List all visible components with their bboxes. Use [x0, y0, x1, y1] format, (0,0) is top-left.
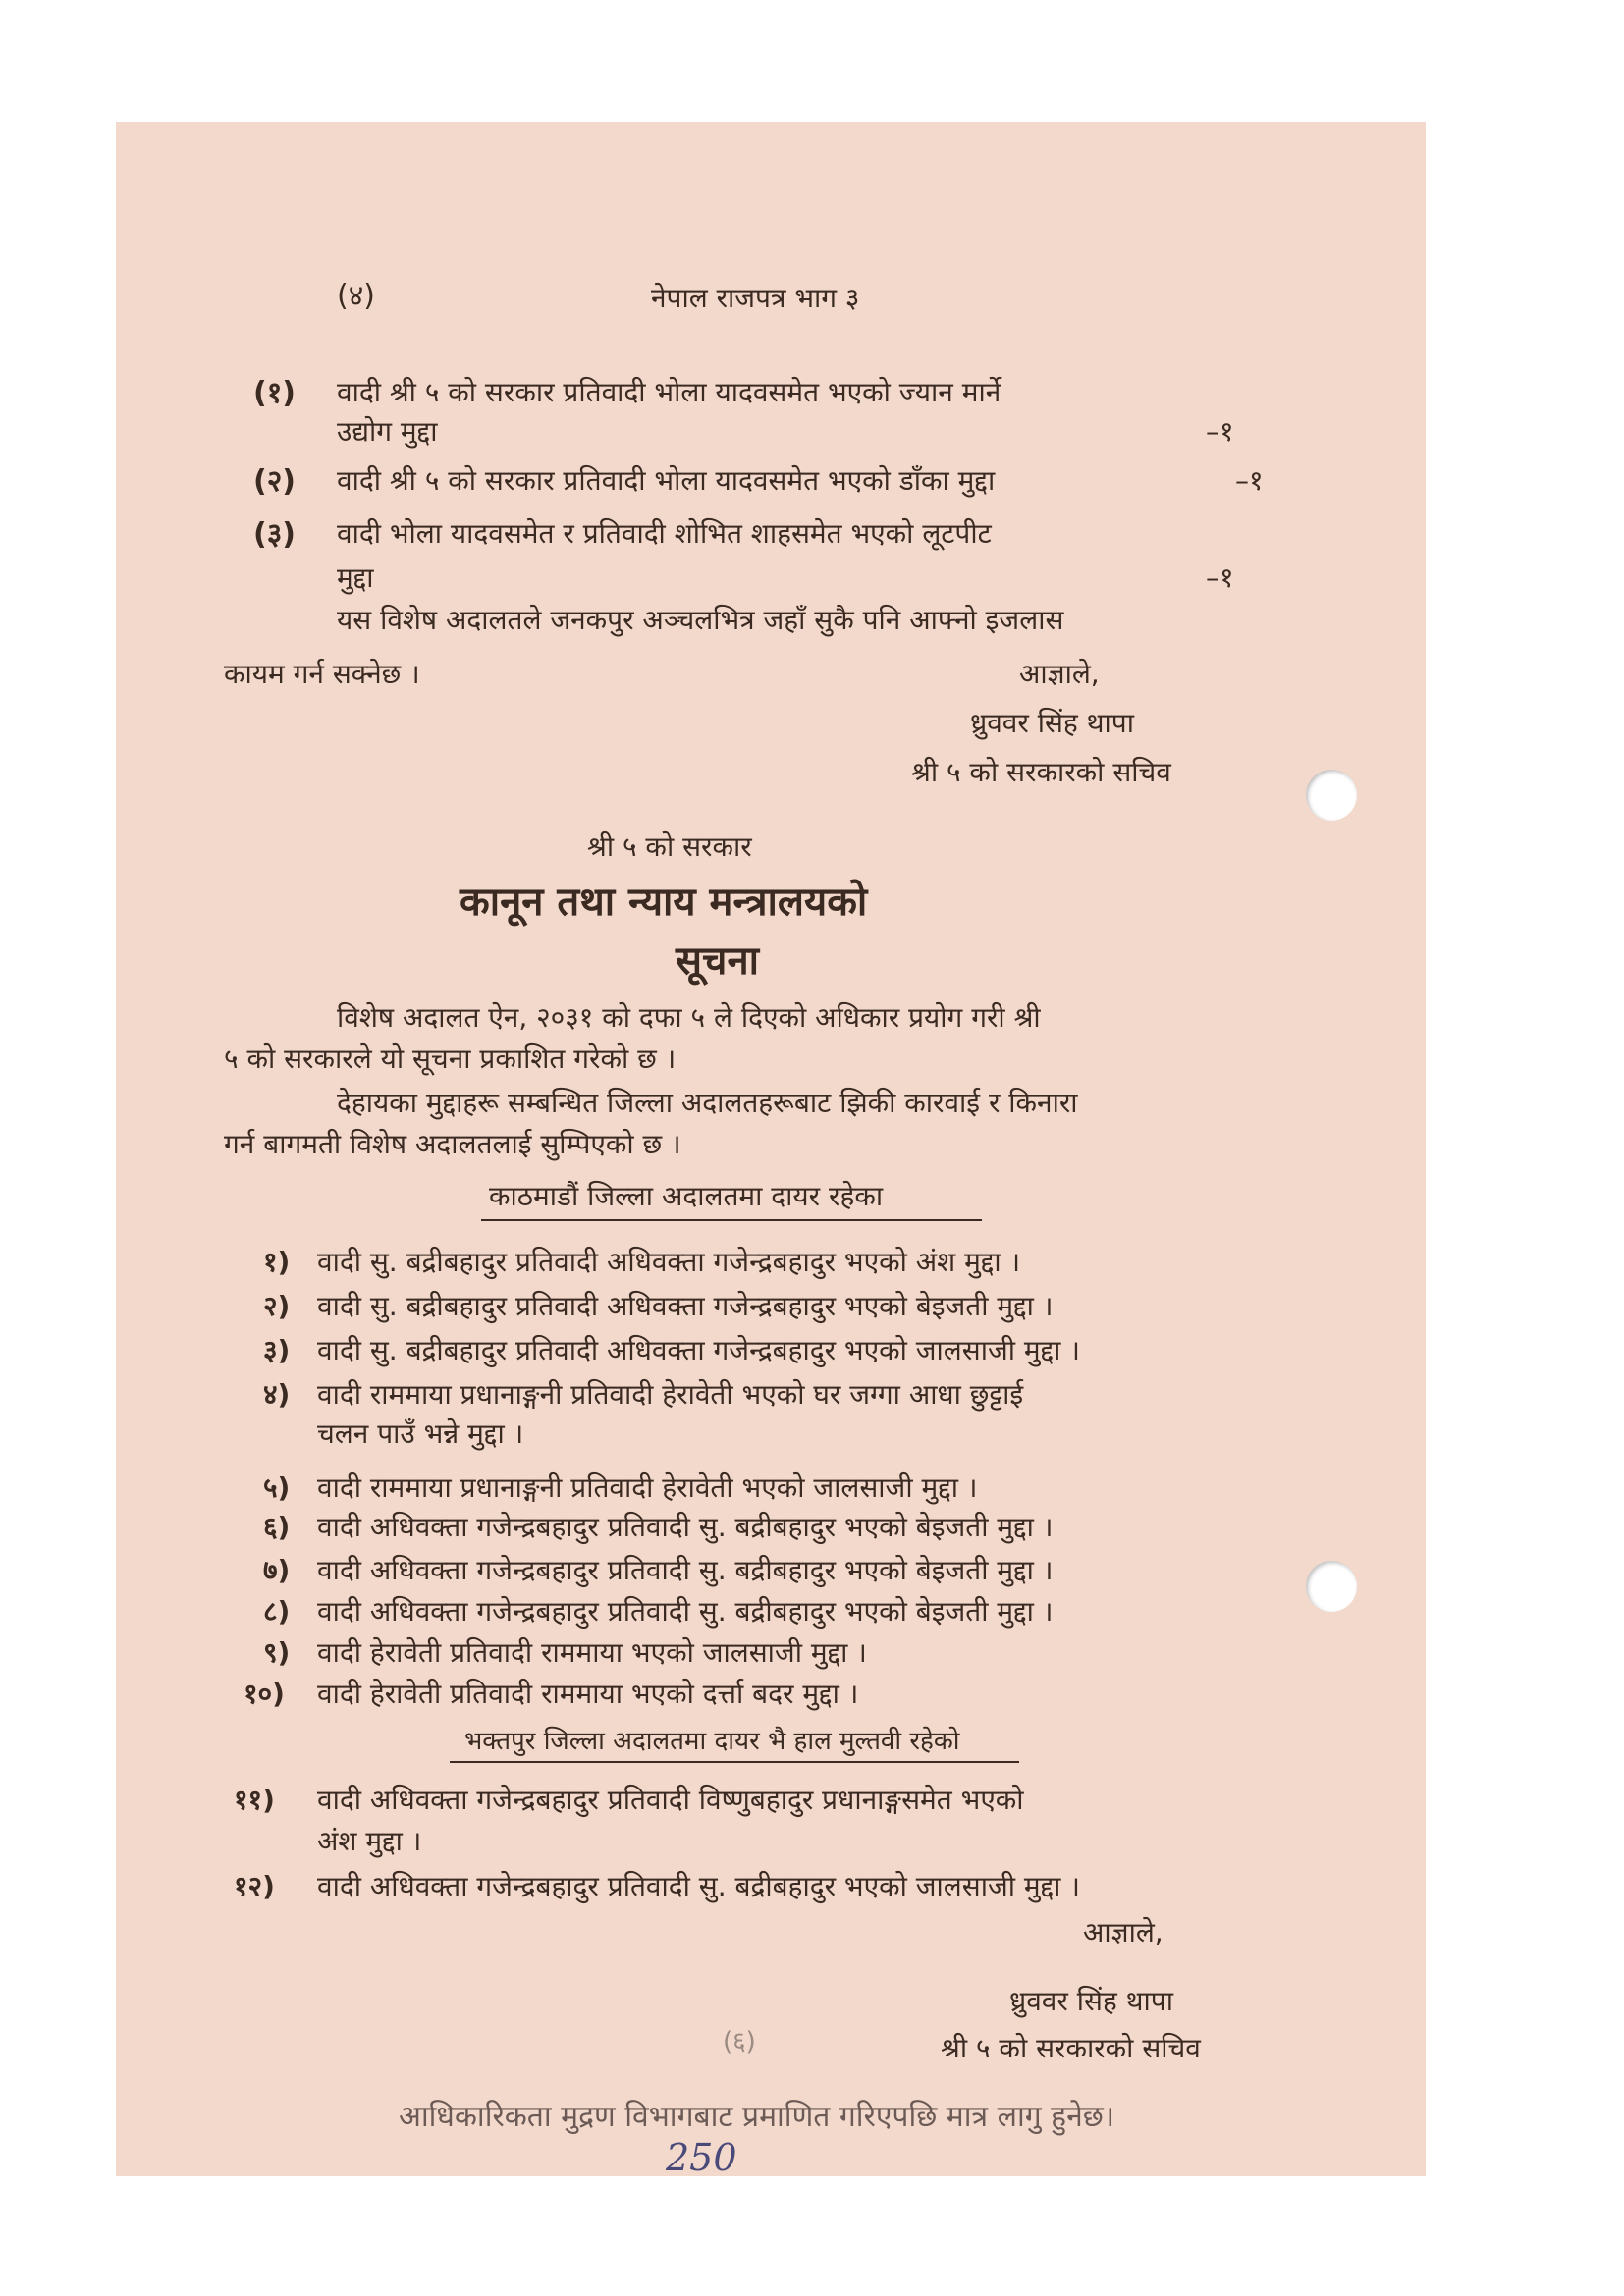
punch-hole [1306, 770, 1357, 821]
signature-name: ध्रुववर सिंह थापा [970, 707, 1134, 739]
case-text: वादी अधिवक्ता गजेन्द्रबहादुर प्रतिवादी सु. बद्रीबहादुर भएको बेइजती मुद्दा । [317, 1554, 1054, 1586]
notice-heading: सूचना [676, 938, 759, 984]
punch-hole [1306, 1561, 1357, 1612]
case-number: १२) [234, 1870, 275, 1902]
paragraph-line: कायम गर्न सक्नेछ । [224, 658, 420, 690]
case-text: वादी हेरावेती प्रतिवादी राममाया भएको जालसाजी मुद्दा । [317, 1636, 867, 1669]
paragraph-line: विशेष अदालत ऐन, २०३१ को दफा ५ ले दिएको अधिकार प्रयोग गरी श्री [337, 1001, 1041, 1034]
case-text: वादी अधिवक्ता गजेन्द्रबहादुर प्रतिवादी सु. बद्रीबहादुर भएको बेइजती मुद्दा । [317, 1595, 1054, 1628]
kathmandu-heading: काठमाडौं जिल्ला अदालतमा दायर रहेका [489, 1180, 884, 1212]
page-number: (४) [337, 279, 376, 313]
case-text: वादी भोला यादवसमेत र प्रतिवादी शोभित शाहसमेत भएको लूटपीट [337, 517, 992, 550]
case-number: ११) [234, 1784, 275, 1816]
signature-title: श्री ५ को सरकारको सचिव [941, 2032, 1201, 2064]
signature-order: आज्ञाले, [1019, 658, 1100, 690]
case-number: १०) [244, 1678, 285, 1710]
case-number: (३) [253, 517, 297, 552]
case-number: ९) [263, 1636, 291, 1669]
case-number: १) [263, 1246, 291, 1278]
case-count: –१ [1206, 561, 1234, 594]
gazette-title: नेपाल राजपत्र भाग ३ [651, 282, 860, 314]
ministry-heading: कानून तथा न्याय मन्त्रालयको [460, 880, 868, 925]
footer-note: आधिकारिकता मुद्रण विभागबाट प्रमाणित गरिएपछि मात्र लागु हुनेछ। [399, 2100, 1115, 2134]
case-number: (१) [253, 376, 297, 410]
case-count: –१ [1235, 464, 1264, 497]
case-number: ८) [263, 1595, 291, 1628]
case-number: (२) [253, 464, 297, 499]
case-text: वादी अधिवक्ता गजेन्द्रबहादुर प्रतिवादी सु. बद्रीबहादुर भएको बेइजती मुद्दा । [317, 1511, 1054, 1543]
case-number: ७) [263, 1554, 291, 1586]
case-number: ६) [263, 1511, 291, 1543]
case-text-cont: मुद्दा [337, 561, 374, 594]
paragraph-line: देहायका मुद्दाहरू सम्बन्धित जिल्ला अदालतहरूबाट झिकी कारवाई र किनारा [337, 1087, 1078, 1119]
signature-order: आज्ञाले, [1083, 1916, 1164, 1949]
gazette-page [116, 122, 1426, 2179]
case-text: वादी अधिवक्ता गजेन्द्रबहादुर प्रतिवादी विष्णुबहादुर प्रधानाङ्गसमेत भएको [317, 1784, 1024, 1816]
case-text: वादी राममाया प्रधानाङ्गनी प्रतिवादी हेरावेती भएको घर जग्गा आधा छुट्टाई [317, 1378, 1024, 1411]
handwritten-number: 250 [666, 2136, 737, 2179]
case-text: वादी अधिवक्ता गजेन्द्रबहादुर प्रतिवादी सु. बद्रीबहादुर भएको जालसाजी मुद्दा । [317, 1870, 1080, 1902]
paragraph-line: गर्न बागमती विशेष अदालतलाई सुम्पिएको छ । [224, 1128, 681, 1160]
government-line: श्री ५ को सरकार [587, 830, 752, 863]
case-text: वादी श्री ५ को सरकार प्रतिवादी भोला यादवसमेत भएको डाँका मुद्दा [337, 464, 996, 497]
case-text: वादी सु. बद्रीबहादुर प्रतिवादी अधिवक्ता गजेन्द्रबहादुर भएको बेइजती मुद्दा । [317, 1290, 1054, 1322]
paragraph-line: यस विशेष अदालतले जनकपुर अञ्चलभित्र जहाँ सुकै पनि आफ्नो इजलास [337, 604, 1064, 636]
bhaktapur-heading: भक्तपुर जिल्ला अदालतमा दायर भै हाल मुल्तवी रहेको [464, 1727, 960, 1756]
heading-underline [481, 1219, 982, 1221]
faint-page-mark: (६) [723, 2027, 756, 2056]
case-text: वादी सु. बद्रीबहादुर प्रतिवादी अधिवक्ता गजेन्द्रबहादुर भएको जालसाजी मुद्दा । [317, 1334, 1080, 1366]
case-text: वादी राममाया प्रधानाङ्गनी प्रतिवादी हेरावेती भएको जालसाजी मुद्दा । [317, 1471, 978, 1504]
case-text-cont: उद्योग मुद्दा [337, 415, 438, 448]
paragraph-line: ५ को सरकारले यो सूचना प्रकाशित गरेको छ । [224, 1042, 677, 1075]
heading-underline [450, 1761, 1019, 1763]
signature-title: श्री ५ को सरकारको सचिव [911, 756, 1171, 788]
case-number: ४) [263, 1378, 291, 1411]
case-number: ५) [263, 1471, 291, 1504]
case-text-cont: अंश मुद्दा । [317, 1825, 422, 1857]
case-number: २) [263, 1290, 291, 1322]
case-number: ३) [263, 1334, 291, 1366]
case-text: वादी सु. बद्रीबहादुर प्रतिवादी अधिवक्ता गजेन्द्रबहादुर भएको अंश मुद्दा । [317, 1246, 1021, 1278]
case-text-cont: चलन पाउँ भन्ने मुद्दा । [317, 1417, 524, 1450]
case-text: वादी हेरावेती प्रतिवादी राममाया भएको दर्त्ता बदर मुद्दा । [317, 1678, 859, 1710]
signature-name: ध्रुववर सिंह थापा [1009, 1985, 1173, 2017]
case-text: वादी श्री ५ को सरकार प्रतिवादी भोला यादवसमेत भएको ज्यान मार्ने [337, 376, 1001, 408]
case-count: –१ [1206, 415, 1234, 448]
